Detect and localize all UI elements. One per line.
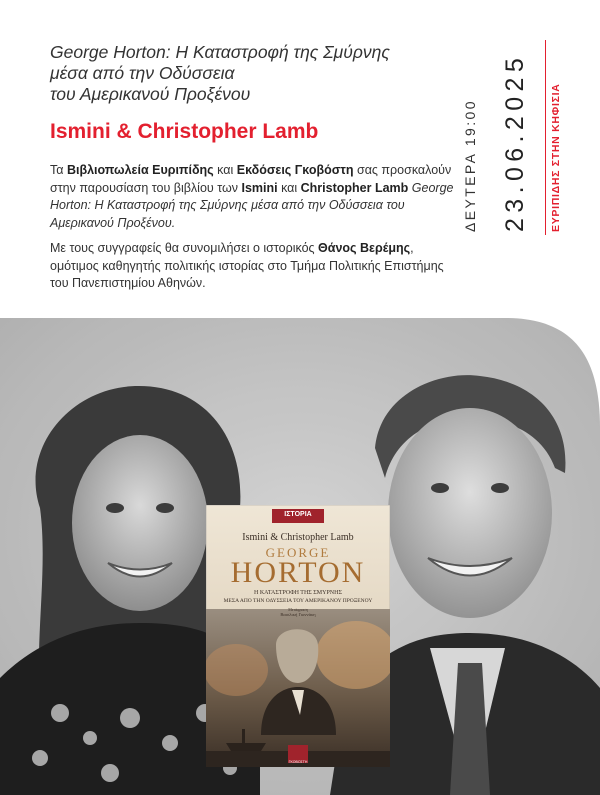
- man-face: [388, 408, 552, 618]
- book-series-label: ΙΣΤΟΡΙΑ: [284, 511, 312, 518]
- author-name: Christopher Lamb: [300, 180, 409, 195]
- book-cover: [206, 505, 390, 767]
- venue-column: [550, 42, 574, 232]
- bookstore-name: Βιβλιοπωλεία Ευριπίδης: [66, 163, 214, 177]
- event-title: [50, 42, 450, 105]
- book-authors: Ismini & Christopher Lamb: [242, 532, 354, 543]
- date-column: [501, 42, 529, 232]
- text-span: Τα: [50, 163, 67, 177]
- text-span: Με τους συγγραφείς θα συνομιλήσει ο ιστορικός: [50, 241, 319, 255]
- text-span: και: [213, 163, 237, 177]
- title-line-3: του Αμερικανού Προξένου: [50, 84, 251, 104]
- author-name: Ismini: [241, 180, 278, 195]
- invitation-paragraph: [50, 162, 455, 232]
- book-subtitle-1: Η ΚΑΤΑΣΤΡΟΦΗ ΤΗΣ ΣΜΥΡΝΗΣ: [254, 590, 342, 596]
- invitation-text: [50, 162, 455, 301]
- event-date: 23.06.2025: [501, 52, 529, 232]
- book-subtitle-2: ΜΕΣΑ ΑΠΟ ΤΗΝ ΟΔΥΣΣΕΙΑ ΤΟΥ ΑΜΕΡΙΚΑΝΟΥ ΠΡΟΞΕΝΟΥ: [223, 598, 373, 604]
- speaker-name: Θάνος Βερέμης: [318, 241, 411, 255]
- book-title: George Horton: Η Καταστροφή της Σμύρνης μέσα από την Οδύσσεια του Αμερικανού Προξένου.: [50, 180, 454, 230]
- authors-name: Ismini & Christopher Lamb: [50, 120, 319, 143]
- speaker-paragraph: [50, 240, 455, 293]
- book-translator-name: Βασιλική Γιαννάκη: [280, 612, 316, 617]
- publisher-name: Εκδόσεις Γκοβόστη: [236, 163, 354, 177]
- book-translator-label: Μετάφραση: [288, 607, 308, 612]
- text-span: , ομότιμος καθηγητής πολιτικής ιστορίας στο Τμήμα Πολιτικής Επιστήμης του Πανεπιστημίου Αθηνών.: [50, 241, 444, 290]
- title-line-1: George Horton: Η Καταστροφή της Σμύρνης: [50, 42, 390, 62]
- book-publisher: ΓΚΟΒΟΣΤΗ: [288, 760, 308, 764]
- text-span: και: [277, 180, 301, 195]
- text-span: σας προσκαλούν στην παρουσίαση του βιβλίου των: [50, 163, 452, 195]
- invitation-header: [0, 0, 600, 320]
- book-title-small: GEORGE: [265, 545, 331, 560]
- woman-face: [72, 435, 208, 611]
- event-venue: ΕΥΡΙΠΙΔΗΣ ΣΤΗΝ ΚΗΦΙΣΙΑ: [550, 83, 562, 232]
- event-day-time: ΔΕΥΤΕΡΑ 19:00: [462, 99, 478, 232]
- book-title-big: HORTON: [230, 556, 366, 589]
- date-divider: [545, 40, 546, 235]
- title-line-2: μέσα από την Οδύσσεια: [50, 63, 235, 83]
- day-time-column: [462, 42, 486, 232]
